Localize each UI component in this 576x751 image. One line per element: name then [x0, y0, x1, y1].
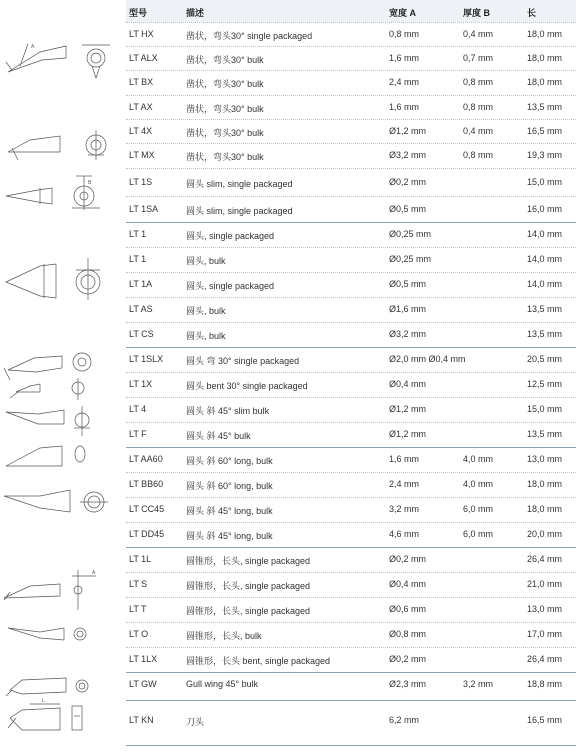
table-row	[126, 597, 576, 623]
length-cell: 19,3 mm	[527, 150, 563, 160]
table-row	[126, 522, 576, 548]
table-row	[126, 46, 576, 71]
table-row	[126, 372, 576, 398]
description-cell: 凿状，弯头30° single packaged	[186, 31, 313, 41]
description-cell: 凿状，弯头30° bulk	[186, 104, 264, 114]
model-cell: LT 4	[129, 404, 147, 414]
drawing-label-l: L	[42, 698, 45, 704]
drawing-label-a: A	[31, 44, 35, 50]
table-row	[126, 272, 576, 298]
length-cell: 18,0 mm	[527, 504, 563, 514]
description-cell: 凿状，弯头30° bulk	[186, 79, 264, 89]
length-cell: 20,0 mm	[527, 529, 563, 539]
bevel-45-bulk-tip-drawing	[6, 446, 85, 466]
length-cell: 26,4 mm	[527, 554, 563, 564]
thickness-cell: 6,0 mm	[463, 504, 494, 514]
width-cell: Ø0,8 mm	[389, 629, 427, 639]
width-cell: 2,4 mm	[389, 77, 420, 87]
model-cell: LT CS	[129, 329, 154, 339]
table-row	[126, 547, 576, 573]
description-cell: Gull wing 45° bulk	[186, 679, 259, 689]
table-row	[126, 572, 576, 598]
description-cell: 圆头 斜 60° long, bulk	[186, 456, 273, 466]
model-cell: LT ALX	[129, 53, 158, 63]
thickness-cell: 0,7 mm	[463, 53, 494, 63]
model-cell: LT BX	[129, 77, 154, 87]
model-cell: LT 1A	[129, 279, 153, 289]
table-row	[126, 143, 576, 169]
table-row	[126, 472, 576, 498]
length-cell: 18,0 mm	[527, 53, 563, 63]
table-row	[126, 70, 576, 96]
table-row	[126, 422, 576, 448]
description-cell: 凿状，弯头30° bulk	[186, 152, 264, 162]
length-cell: 14,0 mm	[527, 229, 563, 239]
length-cell: 15,0 mm	[527, 404, 563, 414]
length-cell: 17,0 mm	[527, 629, 563, 639]
width-cell: Ø1,6 mm	[389, 304, 427, 314]
thickness-cell: 4,0 mm	[463, 479, 494, 489]
width-cell: 1,6 mm	[389, 53, 420, 63]
description-cell: 圆锥形，长头, single packaged	[186, 606, 311, 616]
description-cell: 刀头	[186, 717, 205, 727]
width-cell: 6,2 mm	[389, 715, 420, 725]
model-cell: LT GW	[129, 679, 157, 689]
bent-round-tip-drawing	[4, 353, 91, 380]
length-cell: 12,5 mm	[527, 379, 563, 389]
description-cell: 圆头 斜 60° long, bulk	[186, 481, 273, 491]
model-cell: LT 1	[129, 229, 147, 239]
bent-chisel-tip-drawing	[6, 44, 110, 78]
description-cell: 圆头, single packaged	[186, 231, 275, 241]
table-row	[126, 196, 576, 223]
description-cell: 圆头, bulk	[186, 256, 226, 266]
length-cell: 20,5 mm	[527, 354, 563, 364]
width-cell: Ø0,4 mm	[389, 579, 427, 589]
model-cell: LT S	[129, 579, 148, 589]
model-cell: LT 4X	[129, 126, 153, 136]
bent-chisel-small-tip-drawing	[8, 130, 106, 160]
length-cell: 16,0 mm	[527, 204, 563, 214]
length-cell: 13,0 mm	[527, 604, 563, 614]
model-cell: LT T	[129, 604, 147, 614]
table-header	[126, 0, 576, 22]
width-cell: Ø1,2 mm	[389, 429, 427, 439]
width-cell: 1,6 mm	[389, 102, 420, 112]
width-cell: Ø0,2 mm	[389, 654, 427, 664]
description-cell: 圆头 斜 45° long, bulk	[186, 506, 273, 516]
table-bottom-rule	[126, 745, 576, 746]
thickness-cell: 0,8 mm	[463, 77, 494, 87]
tip-spec-table	[126, 0, 576, 751]
width-cell: Ø2,3 mm	[389, 679, 427, 689]
width-cell: 1,6 mm	[389, 454, 420, 464]
thickness-cell: 0,4 mm	[463, 29, 494, 39]
drawing-label-b: B	[88, 180, 92, 186]
description-cell: 圆头 弯 30° single packaged	[186, 356, 300, 366]
width-cell: 3,2 mm	[389, 504, 420, 514]
width-cell: Ø0,2 mm	[389, 554, 427, 564]
thickness-cell: 0,8 mm	[463, 150, 494, 160]
thickness-cell: 0,8 mm	[463, 102, 494, 112]
table-row	[126, 647, 576, 673]
model-cell: LT 1L	[129, 554, 152, 564]
model-cell: LT AA60	[129, 454, 163, 464]
width-cell: 4,6 mm	[389, 529, 420, 539]
width-cell: Ø0,25 mm	[389, 254, 432, 264]
bevel-45-tip-drawing	[6, 406, 90, 436]
width-cell: Ø0,6 mm	[389, 604, 427, 614]
width-cell: 2,4 mm	[389, 479, 420, 489]
model-cell: LT AX	[129, 102, 153, 112]
header-model: 型号	[129, 8, 148, 18]
drawing-label-a-2: A	[92, 570, 96, 576]
table-row	[126, 497, 576, 523]
description-cell: 圆锥形，长头, single packaged	[186, 556, 311, 566]
length-cell: 13,5 mm	[527, 102, 563, 112]
description-cell: 圆头, single packaged	[186, 281, 275, 291]
length-cell: 14,0 mm	[527, 254, 563, 264]
description-cell: 圆头, bulk	[186, 306, 226, 316]
model-cell: LT BB60	[129, 479, 164, 489]
length-cell: 16,5 mm	[527, 126, 563, 136]
long-conical-bent-tip-drawing	[8, 628, 86, 640]
model-cell: LT MX	[129, 150, 155, 160]
slim-conical-tip-drawing	[6, 176, 100, 210]
width-cell: Ø2,0 mm Ø0,4 mm	[389, 354, 466, 364]
table-row	[126, 168, 576, 197]
table-row	[126, 622, 576, 648]
description-cell: 圆头 bent 30° single packaged	[186, 381, 308, 391]
description-cell: 圆锥形，长头, bulk	[186, 631, 262, 641]
thickness-cell: 4,0 mm	[463, 454, 494, 464]
width-cell: Ø0,5 mm	[389, 204, 427, 214]
bent-tip-small-drawing	[10, 378, 84, 400]
model-cell: LT 1X	[129, 379, 153, 389]
tip-drawings-column	[0, 0, 126, 751]
model-cell: LT KN	[129, 715, 154, 725]
length-cell: 18,0 mm	[527, 77, 563, 87]
table-row	[126, 95, 576, 120]
knife-tip-drawing	[8, 698, 82, 730]
table-row	[126, 347, 576, 373]
model-cell: LT AS	[129, 304, 153, 314]
header-thickness: 厚度 B	[463, 8, 491, 18]
length-cell: 13,5 mm	[527, 304, 563, 314]
width-cell: Ø1,2 mm	[389, 126, 427, 136]
table-row	[126, 297, 576, 323]
thickness-cell: 3,2 mm	[463, 679, 494, 689]
table-row	[126, 672, 576, 701]
table-row	[126, 247, 576, 273]
width-cell: Ø3,2 mm	[389, 329, 427, 339]
length-cell: 13,5 mm	[527, 429, 563, 439]
model-cell: LT DD45	[129, 529, 165, 539]
model-cell: LT CC45	[129, 504, 165, 514]
length-cell: 15,0 mm	[527, 177, 563, 187]
thickness-cell: 6,0 mm	[463, 529, 494, 539]
width-cell: 0,8 mm	[389, 29, 420, 39]
description-cell: 凿状，弯头30° bulk	[186, 55, 264, 65]
width-cell: Ø0,4 mm	[389, 379, 427, 389]
length-cell: 13,5 mm	[527, 329, 563, 339]
description-cell: 圆头 slim, single packaged	[186, 206, 293, 216]
width-cell: Ø3,2 mm	[389, 150, 427, 160]
table-row	[126, 322, 576, 348]
width-cell: Ø1,2 mm	[389, 404, 427, 414]
length-cell: 21,0 mm	[527, 579, 563, 589]
model-cell: LT 1SLX	[129, 354, 164, 364]
description-cell: 圆头, bulk	[186, 331, 226, 341]
gull-wing-tip-drawing	[6, 678, 88, 696]
model-cell: LT F	[129, 429, 147, 439]
description-cell: 圆头 斜 45° long, bulk	[186, 531, 273, 541]
header-width: 宽度 A	[389, 8, 417, 18]
description-cell: 圆锥形，长头, single packaged	[186, 581, 311, 591]
description-cell: 圆头 斜 45° slim bulk	[186, 406, 270, 416]
description-cell: 圆头 slim, single packaged	[186, 179, 293, 189]
table-row	[126, 119, 576, 144]
length-cell: 16,5 mm	[527, 715, 563, 725]
description-cell: 圆头 斜 45° bulk	[186, 431, 251, 441]
thickness-cell: 0,4 mm	[463, 126, 494, 136]
table-row	[126, 700, 576, 746]
header-description: 描述	[186, 8, 205, 18]
length-cell: 18,0 mm	[527, 479, 563, 489]
conical-tip-drawing	[6, 258, 100, 300]
length-cell: 26,4 mm	[527, 654, 563, 664]
description-cell: 圆锥形，长头 bent, single packaged	[186, 656, 331, 666]
length-cell: 18,8 mm	[527, 679, 563, 689]
table-row	[126, 447, 576, 473]
model-cell: LT 1SA	[129, 204, 159, 214]
long-conical-tip-drawing	[4, 570, 96, 610]
table-row	[126, 397, 576, 423]
model-cell: LT 1	[129, 254, 147, 264]
description-cell: 凿状，弯头30° bulk	[186, 128, 264, 138]
model-cell: LT 1LX	[129, 654, 158, 664]
length-cell: 18,0 mm	[527, 29, 563, 39]
header-length: 长	[527, 8, 537, 18]
length-cell: 13,0 mm	[527, 454, 563, 464]
model-cell: LT O	[129, 629, 149, 639]
length-cell: 14,0 mm	[527, 279, 563, 289]
width-cell: Ø0,5 mm	[389, 279, 427, 289]
table-row	[126, 222, 576, 248]
width-cell: Ø0,2 mm	[389, 177, 427, 187]
model-cell: LT HX	[129, 29, 154, 39]
model-cell: LT 1S	[129, 177, 153, 187]
table-row	[126, 22, 576, 47]
long-bevel-tip-drawing	[4, 490, 108, 512]
width-cell: Ø0,25 mm	[389, 229, 432, 239]
